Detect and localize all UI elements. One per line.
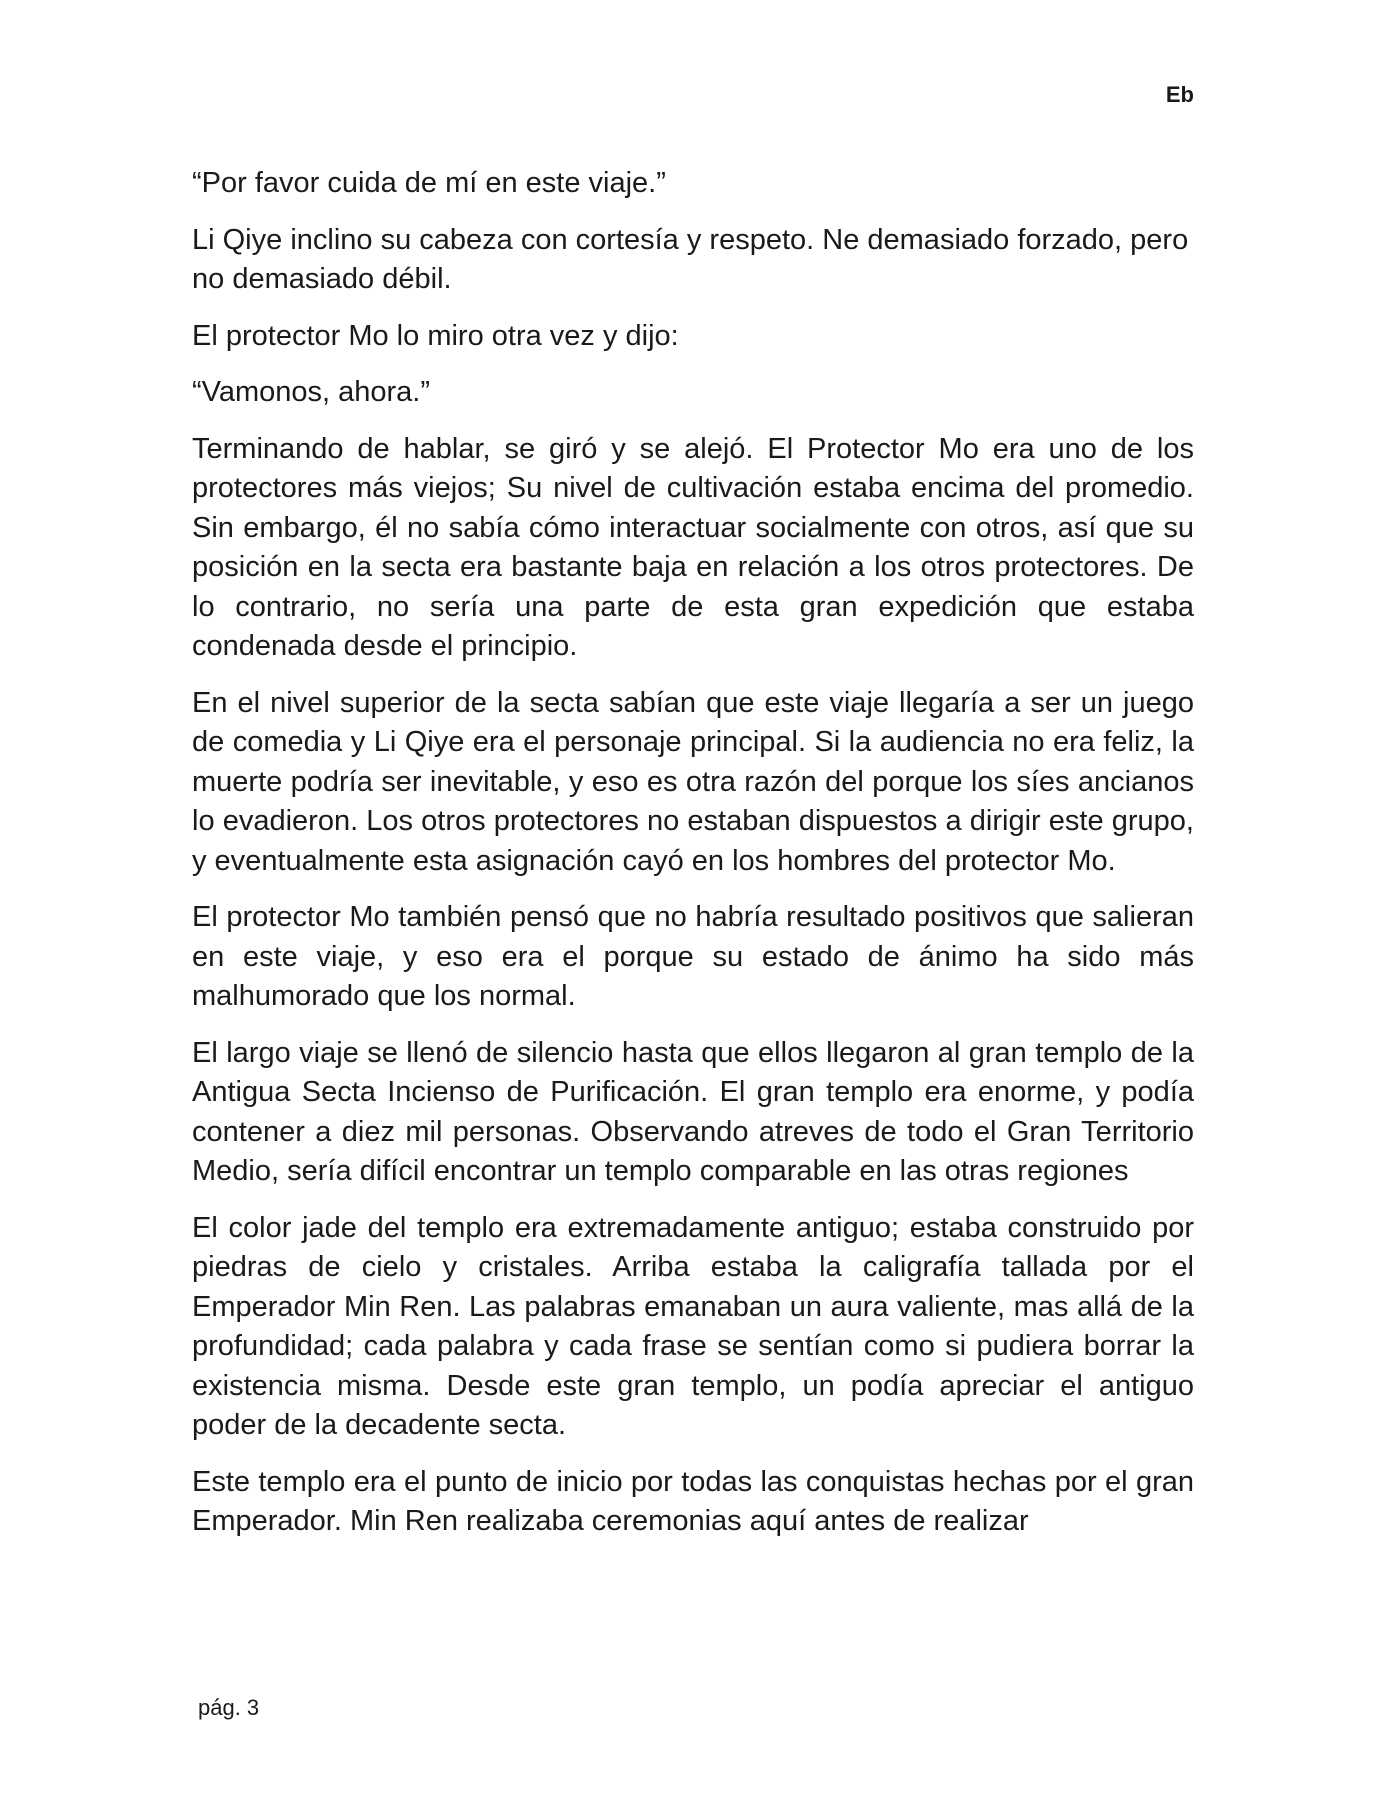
paragraph-4: “Vamonos, ahora.” xyxy=(192,376,431,408)
document-body xyxy=(192,164,1194,1559)
paragraph-2: Li Qiye inclino su cabeza con cortesía y respeto. Ne demasiado forzado, pero no demasiado débil. xyxy=(192,223,1189,295)
paragraph-1: “Por favor cuida de mí en este viaje.” xyxy=(192,167,666,199)
paragraph-8: El largo viaje se llenó de silencio hasta que ellos llegaron al gran templo de la Antigua Secta Incienso de Purificación. El gran templo era enorme, y podía contener a diez mil personas. Observando atreves de todo el Gran Territorio Medio, sería difícil encontrar un templo comparable en las otras regiones xyxy=(192,1036,1194,1187)
page-number: pág. 3 xyxy=(198,1695,260,1720)
paragraph-10: Este templo era el punto de inicio por todas las conquistas hechas por el gran Emperador. Min Ren realizaba ceremonias aquí antes de realizar xyxy=(192,1465,1194,1537)
paragraph-9: El color jade del templo era extremadamente antiguo; estaba construido por piedras de cielo y cristales. Arriba estaba la caligrafía tallada por el Emperador Min Ren. Las palabras emanaban un aura valiente, mas allá de la profundidad; cada palabra y cada frase se sentían como si pudiera borrar la existencia misma. Desde este gran templo, un podía apreciar el antiguo poder de la decadente secta. xyxy=(192,1211,1194,1441)
paragraph-5: Terminando de hablar, se giró y se alejó. El Protector Mo era uno de los protectores más viejos; Su nivel de cultivación estaba encima del promedio. Sin embargo, él no sabía cómo interactuar socialmente con otros, así que su posición en la secta era bastante baja en relación a los otros protectores. De lo contrario, no sería una parte de esta gran expedición que estaba condenada desde el principio. xyxy=(192,432,1194,662)
paragraph-6: En el nivel superior de la secta sabían que este viaje llegaría a ser un juego de comedia y Li Qiye era el personaje principal. Si la audiencia no era feliz, la muerte podría ser inevitable, y eso es otra razón del porque los síes ancianos lo evadieron. Los otros protectores no estaban dispuestos a dirigir este grupo, y eventualmente esta asignación cayó en los hombres del protector Mo. xyxy=(192,686,1194,877)
header-mark: Eb xyxy=(1165,82,1194,107)
paragraph-3: El protector Mo lo miro otra vez y dijo: xyxy=(192,319,679,352)
paragraph-7: El protector Mo también pensó que no habría resultado positivos que salieran en este viaje, y eso era el porque su estado de ánimo ha sido más malhumorado que los normal. xyxy=(192,901,1194,1012)
